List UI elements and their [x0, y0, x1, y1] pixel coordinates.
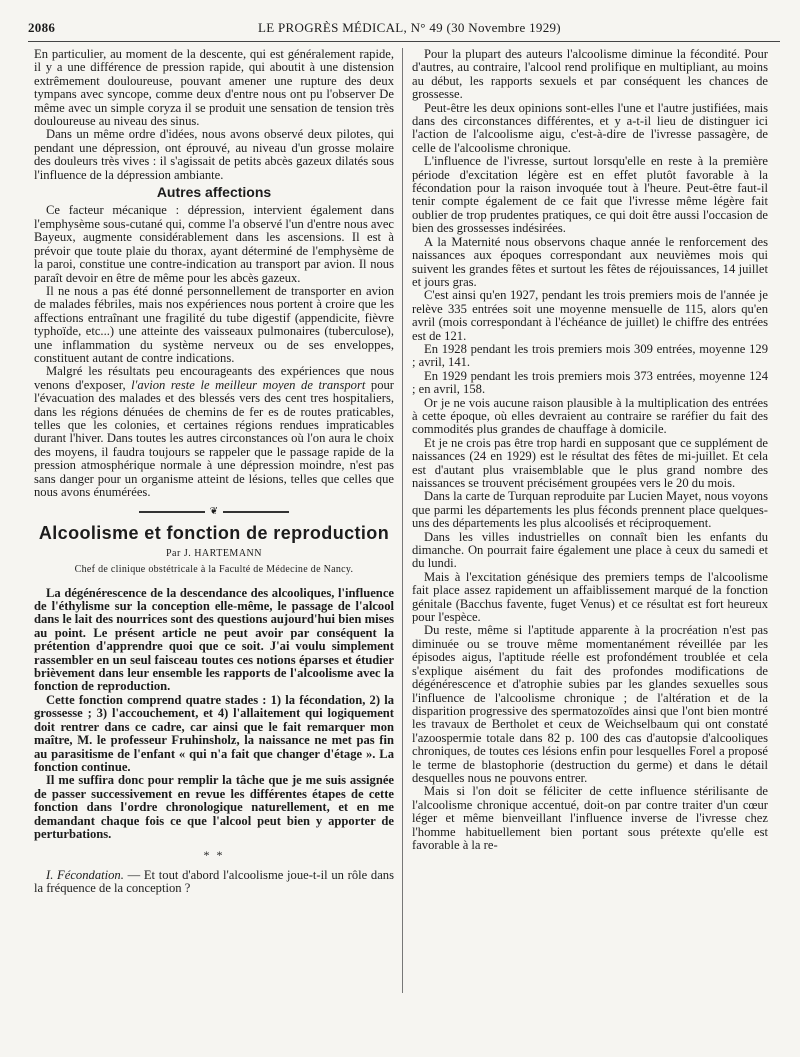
paragraph: [34, 365, 394, 499]
paragraph: En 1928 pendant les trois premiers mois 309 entrées, moyenne 129 ; avril, 141.: [412, 341, 768, 370]
paragraph: A la Maternité nous observons chaque année le renforcement des naissances aux époques correspondant aux neuvièmes mois qui suivent les grandes fêtes et surtout les fêtes de réjouissances, 14 juillet et jours gras.: [412, 234, 768, 289]
page-number: 2086: [28, 20, 56, 35]
paragraph: Mais à l'excitation génésique des premiers temps de l'alcoolisme fait place assez rapidement un affaiblissement marqué de la fonction génitale (Bacchus favente, fuget Venus) et ce résultat est fort heureux pour l'espèce.: [412, 569, 768, 625]
paragraph: Il me suffira donc pour remplir la tâche que je me suis assignée de passer successivement en revue les différentes étapes de cette fonction dans l'ordre chronologique naturellement, et en me demandant chaque fois ce que l'alcool peut bien y apporter de perturbations.: [34, 773, 394, 841]
paragraph: En particulier, au moment de la descente, qui est généralement rapide, il y a une différence de pression rapide, qui aboutit à une distension extrêmement douloureuse, pouvant amener une rupture des deux tympans avec syncope, comme deux d'entre nous ont pu l'observer De même avec un simple coryza il se produit une sensation de tension très douloureuse au niveau des sinus.: [34, 47, 394, 129]
text-run: Malgré les résultats peu encourageants des expériences que nous venons d'exposer,: [34, 364, 394, 392]
header-rule: [28, 41, 780, 42]
paragraph: En 1929 pendant les trois premiers mois 373 entrées, moyenne 124 ; en avril, 158.: [412, 368, 768, 397]
running-title: LE PROGRÈS MÉDICAL, N° 49 (30 Novembre 1929): [258, 20, 561, 35]
text-run: pour l'évacuation des malades et des blessés vers des cent tres hospitaliers, dans les régions dénuées de chemins de fer es de routes praticables, telles que les colonies, et certaines régions rendues impraticables durant l'hiver. Dans toutes les autres circonstances où l'on aura le choix des moyens, il faudra toujours se rappeler que le passage rapide de la pression atmosphérique normale à une dépression moindre, n'est pas sans danger pour un organisme atteint de lésions, telles que celles que nous avons énumérées.: [34, 377, 394, 499]
paragraph: Du reste, même si l'aptitude apparente à la procréation n'est pas diminuée ou se trouve même momentanément réveillée par les épisodes aigus, l'aptitude réelle est profondément troublée et cela s'explique aisément du fait des profondes modifications de dégénérescence et d'atrophie subies par les glandes sexuelles sous l'influence de l'alcoolisme chronique ; de l'altération et de la disparition progressive des spermatozoïdes ainsi que l'ont bien montré les travaux de Bertholet et ceux de Weichselbaum qui ont constaté l'azoospermie totale dans 82 p. 100 des cas d'autopsie d'alcooliques chroniques, de toutes ces lésions enfin pour lesquelles Forel a proposé le terme de blastophorie (destruction du germe) et dans le détail desquelles nous ne pouvons entrer.: [412, 623, 768, 785]
section-heading: Autres affections: [156, 184, 272, 201]
ornament-icon: ❦: [205, 507, 223, 517]
paragraph: Pour la plupart des auteurs l'alcoolisme diminue la fécondité. Pour d'autres, au contraire, l'alcool rend prolifique en multipliant, au moins au début, les rapports sexuels et par conséquent les chances de grossesse.: [412, 47, 768, 102]
right-column: [412, 48, 768, 852]
paragraph: Dans la carte de Turquan reproduite par Lucien Mayet, nous voyons que parmi les départements les plus féconds prennent place quelques-uns des départements les plus alcoolisés et réciproquement.: [412, 489, 768, 531]
author-byline: Par J. HARTEMANN: [165, 547, 262, 559]
section-asterisms: * *: [203, 848, 225, 863]
text-run: — Et tout d'abord l'alcoolisme joue-t-il un rôle dans la fréquence de la conception ?: [34, 867, 394, 896]
left-column: [34, 48, 394, 896]
section-label: I. Fécondation.: [46, 867, 124, 882]
paragraph: Cette fonction comprend quatre stades : 1) la fécondation, 2) la grossesse ; 3) l'accouchement, et 4) l'allaitement qui logiquement doit rentrer dans ce cadre, car ainsi que le fait remarquer mon maître, M. le professeur Fruhinsholz, la naissance ne met pas fin au parasitisme de l'enfant « qui n'a fait que changer d'étage ». La fonction continue.: [34, 692, 394, 774]
paragraph: Dans les villes industrielles on connaît bien les enfants du dimanche. On pourrait faire également une place à ceux du samedi et du lundi.: [412, 529, 768, 571]
paragraph: Il ne nous a pas été donné personnellement de transporter en avion de malades fébriles, mais nos expériences nous portent à croire que les affections entraînant une fragilité du tube digestif (appendicite, fièvre typhoïde, etc...) une atteinte des vaisseaux pulmonaires (tuberculose), une inflammation du système nerveux ou de ses enveloppes, constituent autant de contre indications.: [34, 283, 394, 365]
ornamental-divider: [139, 507, 289, 517]
paragraph: L'influence de l'ivresse, surtout lorsqu'elle en reste à la première période d'excitation légère est en effet plutôt favorable à la fécondation pour la raison invoquée tout à l'heure. Peut-être faut-il tenir compte également de ce fait que l'ivresse même légère fait oublier de trop prudentes pratiques, ce qui doit être aussi l'occasion de bien des grossesses indésirées.: [412, 154, 768, 236]
paragraph: [34, 869, 394, 896]
paragraph: Ce facteur mécanique : dépression, intervient également dans l'emphysème sous-cutané qui, comme l'a observé l'un d'entre nous avec Bayeux, augmente considérablement dans les ascensions. Il est à prévoir que toute plaie du thorax, ayant déterminé de l'emphysème de la paroi, constitue une contre-indication au transport par avion. Il nous paraît devoir en être de même pour les abcès gazeux.: [34, 203, 394, 285]
paragraph: Dans un même ordre d'idées, nous avons observé deux pilotes, qui pendant une dépression, ont éprouvé, au niveau d'un grosse molaire des douleurs très vives : il s'agissait de petits abcès gazeux dilatés sous l'influence de la dépression ambiante.: [34, 127, 394, 182]
paragraph: Mais si l'on doit se féliciter de cette influence stérilisante de l'alcoolisme chronique accentué, doit-on par contre traiter d'un cœur léger et même bienveillant l'influence inverse de l'ivresse chez l'homme habituellement bien portant sous prétexte qu'elle est favorable à la re-: [412, 784, 768, 852]
paragraph: C'est ainsi qu'en 1927, pendant les trois premiers mois de l'année je relève 335 entrées soit une moyenne mensuelle de 115, alors qu'en avril (mois correspondant à l'échéance de juillet) le chiffre des entrées est de 121.: [412, 288, 768, 343]
article-title: Alcoolisme et fonction de reproduction: [38, 523, 390, 544]
paragraph: Or je ne vois aucune raison plausible à la multiplication des entrées à cette époque, où elles devraient au contraire se raréfier du fait des commodités plus grandes de chauffage à domicile.: [412, 395, 768, 437]
column-divider: [402, 48, 403, 993]
author-affiliation: Chef de clinique obstétricale à la Faculté de Médecine de Nancy.: [74, 564, 354, 576]
paragraph: Peut-être les deux opinions sont-elles l'une et l'autre justifiées, mais dans des circonstances différentes, et y a-t-il lieu de distinguer ici l'action de l'alcoolisme aigu, c'est-à-dire de l'ivresse passagère, de celle de l'alcoolisme chronique.: [412, 100, 768, 155]
emphasis-text: l'avion reste le meilleur moyen de transport: [131, 377, 366, 392]
page-header: [28, 20, 780, 38]
paragraph: La dégénérescence de la descendance des alcooliques, l'influence de l'éthylisme sur la conception elle-même, le passage de l'alcool dans le lait des nourrices sont des questions aujourd'hui bien mises au point. Le présent article ne peut avoir par conséquent la prétention d'apprendre quoi que ce soit. J'ai voulu simplement rassembler en un seul faisceau toutes ces notions éparses et étudier brièvement dans leur ensemble les rapports de l'alcoolisme avec la fonction de reproduction.: [34, 585, 394, 694]
paragraph: Et je ne crois pas être trop hardi en supposant que ce supplément de naissances (24 en 1929) est le résultat des fêtes de mi-juillet. Et cela est d'autant plus vraisemblable que le plus grand nombre des naissances se trouvent précisément groupées vers le 20 du mois.: [412, 435, 768, 490]
